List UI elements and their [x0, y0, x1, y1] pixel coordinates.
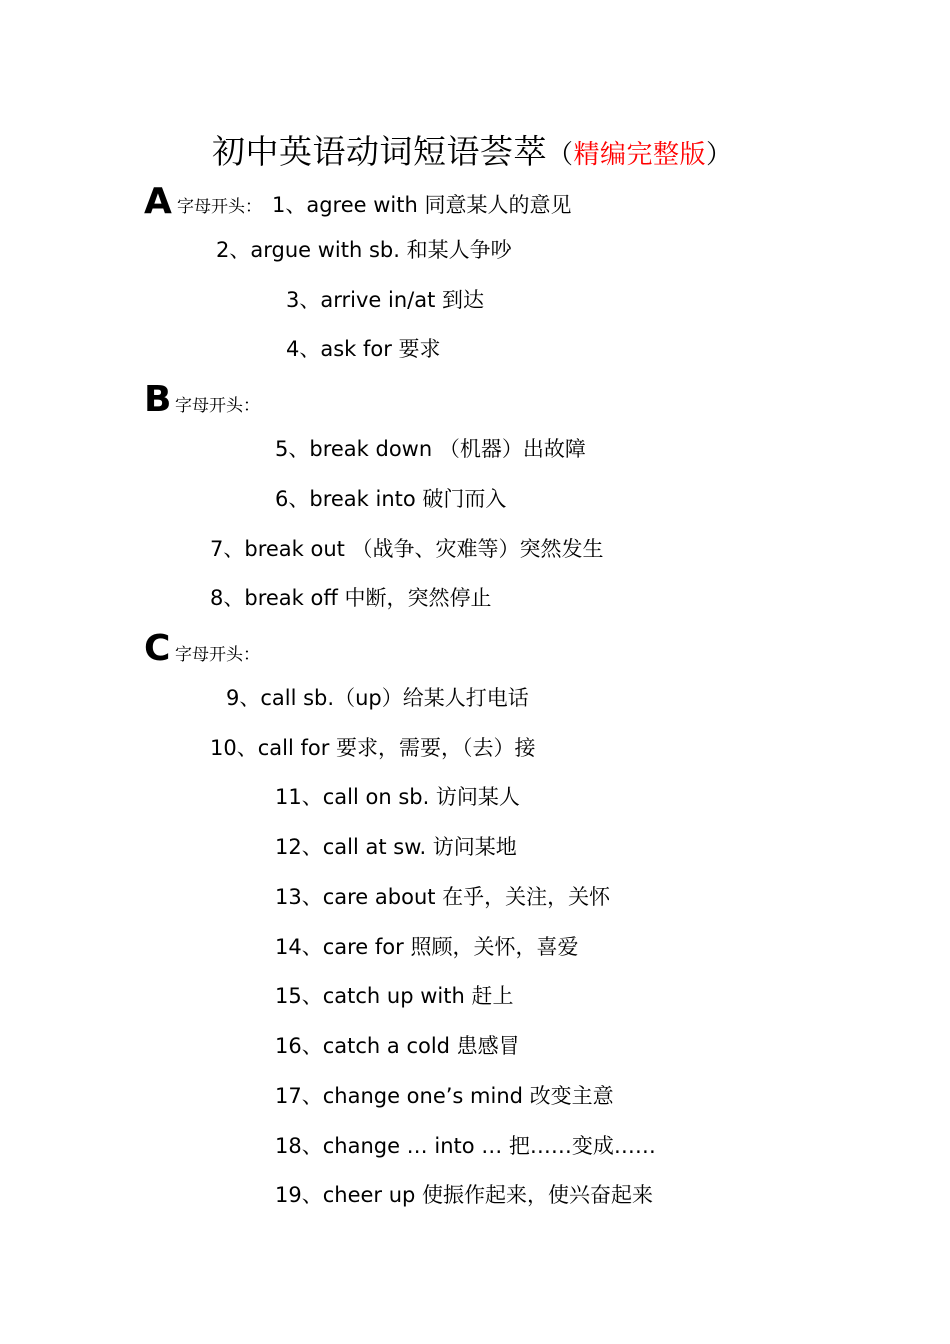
phrase-entry: 8、break off 中断，突然停止 [210, 586, 492, 610]
phrase-entry: 15、catch up with 赶上 [275, 984, 514, 1008]
phrase-entry: 19、cheer up 使振作起来，使兴奋起来 [275, 1183, 654, 1207]
section-b-label: 字母开头： [175, 396, 260, 416]
phrase-entry: 13、care about 在乎，关注，关怀 [275, 885, 611, 909]
section-c-letter: C [144, 628, 171, 669]
phrase-entry: 14、care for 照顾，关怀，喜爱 [275, 935, 579, 959]
title-paren-open: （ [547, 140, 574, 170]
section-a-letter: A [144, 181, 172, 222]
phrase-entry: 1、agree with 同意某人的意见 [272, 193, 572, 217]
title-paren-close: ） [706, 140, 733, 170]
section-b-letter: B [144, 379, 172, 420]
phrase-entry: 17、change one’s mind 改变主意 [275, 1084, 614, 1108]
phrase-entry: 18、change … into … 把……变成…… [275, 1134, 656, 1158]
section-a-label: 字母开头： [177, 197, 262, 217]
phrase-entry: 5、break down （机器）出故障 [275, 437, 586, 461]
phrase-entry: 16、catch a cold 患感冒 [275, 1034, 520, 1058]
phrase-entry: 7、break out （战争、灾难等）突然发生 [210, 537, 604, 561]
phrase-entry: 9、call sb.（up）给某人打电话 [226, 686, 529, 710]
document-title [212, 128, 733, 179]
phrase-entry: 12、call at sw. 访问某地 [275, 835, 517, 859]
title-subtitle: 精编完整版 [573, 140, 707, 170]
phrase-entry: 4、ask for 要求 [286, 337, 441, 361]
title-main: 初中英语动词短语荟萃 [212, 132, 547, 171]
phrase-entry: 10、call for 要求，需要，（去）接 [210, 736, 536, 760]
section-c-label: 字母开头： [175, 645, 260, 665]
phrase-entry: 3、arrive in/at 到达 [286, 288, 484, 312]
phrase-entry: 11、call on sb. 访问某人 [275, 785, 520, 809]
phrase-entry: 2、argue with sb. 和某人争吵 [216, 238, 512, 262]
phrase-entry: 6、break into 破门而入 [275, 487, 507, 511]
